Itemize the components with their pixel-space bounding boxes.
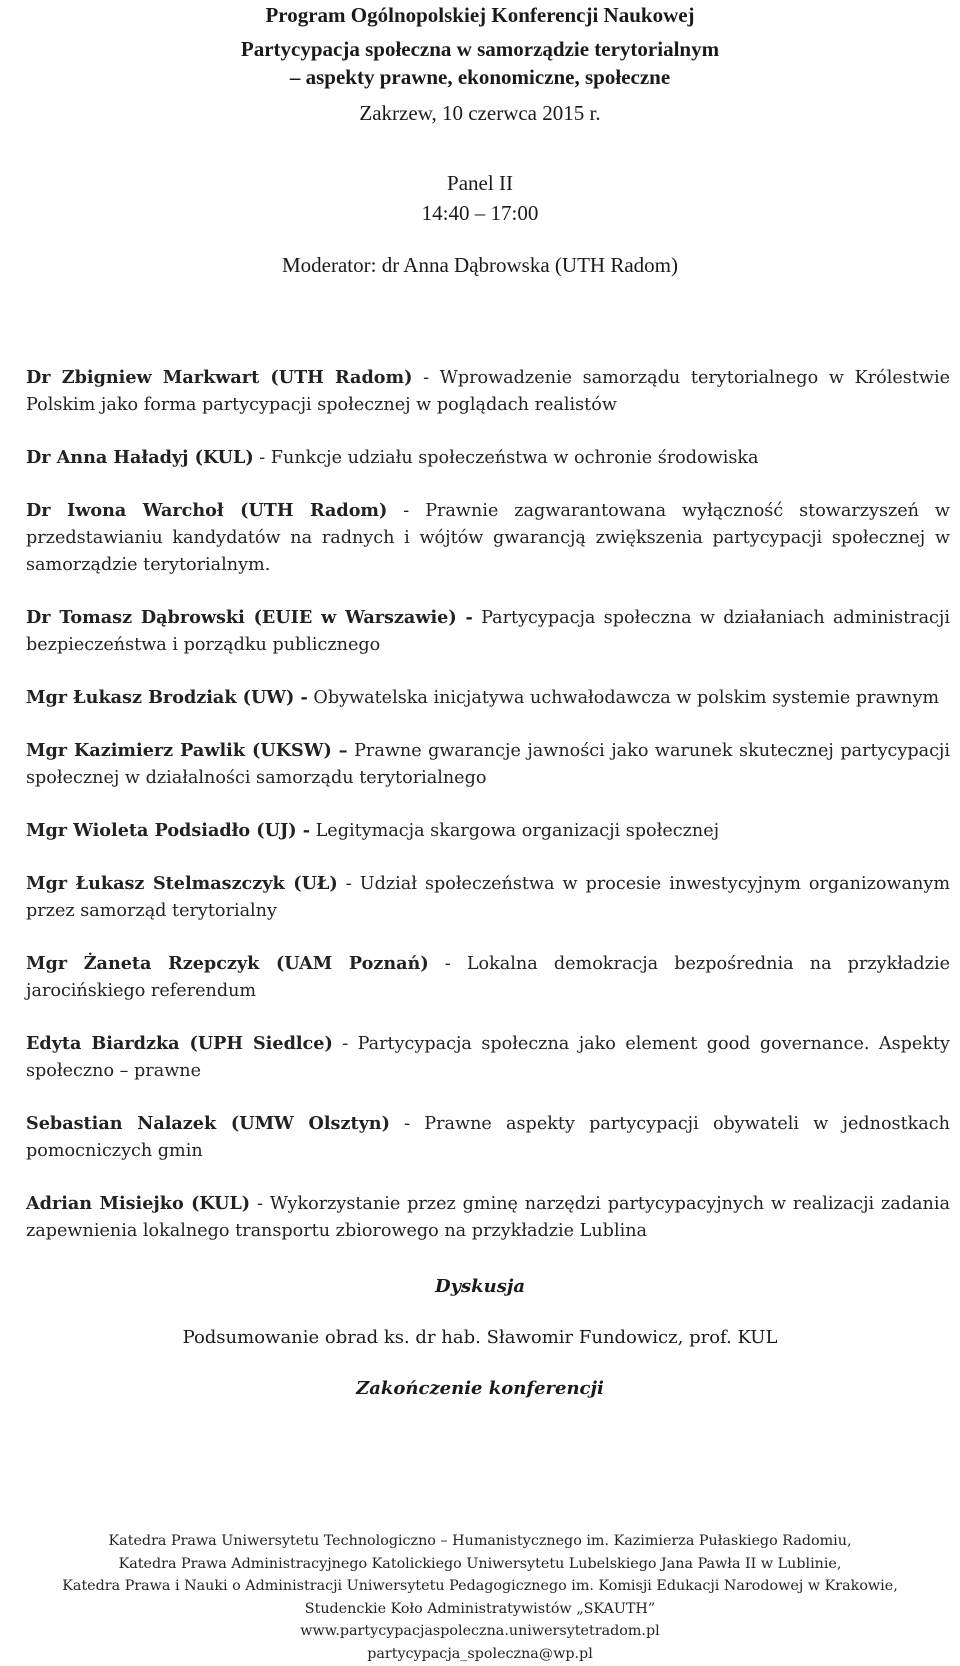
moderator: Moderator: dr Anna Dąbrowska (UTH Radom) (282, 253, 678, 277)
email-link[interactable]: partycypacja_spoleczna@wp.pl (367, 1645, 593, 1662)
talk-list (26, 364, 950, 1270)
talk-item (26, 444, 950, 472)
talk-item (26, 684, 950, 712)
talk-speaker: Dr Tomasz Dąbrowski (EUIE w Warszawie) - (26, 607, 473, 628)
talk-title: Prawne gwarancje jawności jako warunek skutecznej partycypacji społecznej w działalności samorządu terytorialnego (26, 741, 951, 788)
talk-item (26, 497, 950, 579)
talk-title: Partycypacja społeczna jako element good governance. Aspekty społeczno – prawne (26, 1034, 950, 1081)
talk-speaker: Mgr Łukasz Stelmaszczyk (UŁ) (26, 873, 338, 894)
talk-item (26, 1190, 950, 1245)
talk-item (26, 817, 950, 845)
footer-line-4: Studenckie Koło Administratywistów „SKAUTH” (304, 1600, 656, 1617)
footer-line-3: Katedra Prawa i Nauki o Administracji Uniwersytetu Pedagogicznego im. Komisji Edukacji Narodowej w Krakowie, (62, 1578, 898, 1594)
talk-title: Prawnie zagwarantowana wyłączność stowarzyszeń w przedstawianiu kandydatów na radnych i wójtów gwarancją zwiększenia partycypacji społecznej w samorządzie terytorialnym. (26, 501, 950, 575)
talk-item (26, 870, 950, 925)
talk-item (26, 364, 950, 419)
talk-speaker: Dr Iwona Warchoł (UTH Radom) (26, 500, 388, 521)
panel-title: Panel II (447, 171, 513, 195)
talk-separator: - (412, 368, 440, 388)
talk-separator: - (332, 1034, 358, 1054)
conference-end-heading (0, 1378, 960, 1399)
talk-speaker: Mgr Wioleta Podsiadło (UJ) - (26, 820, 311, 841)
organizers-footer (0, 1530, 960, 1665)
footer-line-2: Katedra Prawa Administracyjnego Katolickiego Uniwersytetu Lubelskiego Jana Pawła II w Lublinie, (118, 1555, 842, 1572)
discussion-label: Dyskusja (434, 1276, 526, 1297)
talk-separator: - (387, 501, 426, 521)
talk-title: Udział społeczeństwa w procesie inwestycyjnym organizowanym przez samorząd terytorialny (26, 874, 950, 921)
talk-title: Wykorzystanie przez gminę narzędzi partycypacyjnych w realizacji zadania zapewnienia lokalnego transportu zbiorowego na przykładzie Lublina (26, 1194, 950, 1241)
talk-title: Lokalna demokracja bezpośrednia na przykładzie jarocińskiego referendum (26, 954, 950, 1001)
talk-item (26, 604, 950, 659)
program-title: Program Ogólnopolskiej Konferencji Naukowej (265, 3, 695, 27)
talk-title: Prawne aspekty partycypacji obywateli w jednostkach pomocniczych gmin (26, 1114, 950, 1161)
talk-title: Partycypacja społeczna w działaniach administracji bezpieczeństwa i porządku publicznego (26, 608, 950, 655)
talk-speaker: Mgr Żaneta Rzepczyk (UAM Poznań) (26, 953, 429, 974)
conference-end-label: Zakończenie konferencji (356, 1378, 604, 1399)
talk-item (26, 737, 950, 792)
talk-speaker: Sebastian Nalazek (UMW Olsztyn) (26, 1113, 390, 1134)
talk-separator (473, 608, 481, 628)
talk-speaker: Edyta Biardzka (UPH Siedlce) (26, 1033, 333, 1054)
website-link[interactable]: www.partycypacjaspoleczna.uniwersytetradom.pl (300, 1623, 660, 1639)
panel-time: 14:40 – 17:00 (421, 201, 539, 225)
talk-speaker: Mgr Łukasz Brodziak (UW) - (26, 687, 308, 708)
talk-speaker: Dr Anna Haładyj (KUL) (26, 447, 254, 468)
talk-separator: - (253, 448, 271, 468)
talk-title: Wprowadzenie samorządu terytorialnego w Królestwie Polskim jako forma partycypacji społecznej w poglądach realistów (26, 368, 950, 415)
footer-line-1: Katedra Prawa Uniwersytetu Technologiczno – Humanistycznego im. Kazimierza Pułaskiego Radomiu, (108, 1533, 852, 1549)
talk-item (26, 950, 950, 1005)
talk-title: Legitymacja skargowa organizacji społecznej (315, 821, 720, 841)
talk-separator: - (337, 874, 360, 894)
talk-speaker: Dr Zbigniew Markwart (UTH Radom) (26, 367, 413, 388)
place-date: Zakrzew, 10 czerwca 2015 r. (359, 101, 601, 125)
summary-line: Podsumowanie obrad ks. dr hab. Sławomir Fundowicz, prof. KUL (182, 1327, 778, 1348)
talk-item (26, 1110, 950, 1165)
talk-separator: - (250, 1194, 270, 1214)
talk-title: Obywatelska inicjatywa uchwałodawcza w polskim systemie prawnym (313, 688, 940, 708)
talk-speaker: Mgr Kazimierz Pawlik (UKSW) – (26, 740, 348, 761)
talk-item (26, 1030, 950, 1085)
talk-speaker: Adrian Misiejko (KUL) (26, 1193, 251, 1214)
talk-separator: - (389, 1114, 425, 1134)
conference-title-line1: Partycypacja społeczna w samorządzie terytorialnym (240, 37, 720, 61)
discussion-heading (0, 1276, 960, 1297)
talk-separator: - (428, 954, 467, 974)
conference-title-line2: – aspekty prawne, ekonomiczne, społeczne (289, 65, 671, 89)
talk-title: Funkcje udziału społeczeństwa w ochronie środowiska (270, 448, 759, 468)
